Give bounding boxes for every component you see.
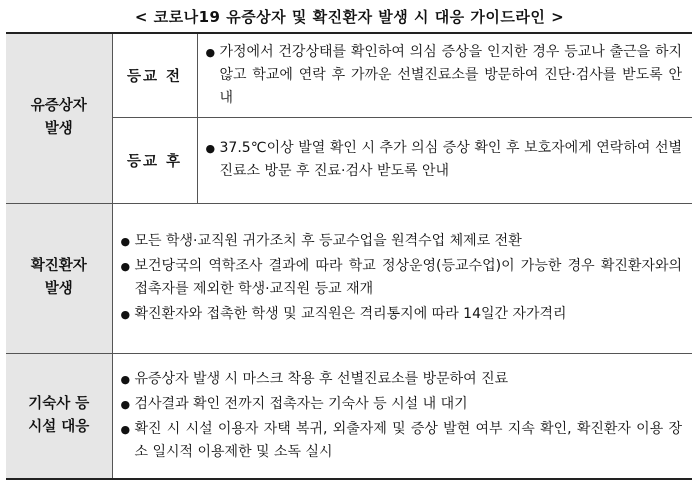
bullet-dot-icon: ● xyxy=(205,142,216,155)
bullet-dot-icon: ● xyxy=(120,260,131,273)
row-dormitory xyxy=(6,353,692,479)
bullet-dot-icon: ● xyxy=(120,397,131,411)
category-dormitory-label: 기숙사 등 시설 대응 xyxy=(28,395,90,435)
subcategory-before-school xyxy=(112,33,197,117)
category-symptomatic-label: 유증상자 발생 xyxy=(30,98,87,138)
category-confirmed xyxy=(6,203,112,353)
list-item: ● 37.5℃이상 발열 확인 시 추가 의심 증상 확인 후 보호자에게 연락하여 선별진료소 방문 후 진료·검사 받도록 안내 xyxy=(206,137,683,183)
list-item: ● 확진 시 시설 이용자 자택 복귀, 외출자제 및 증상 발현 여부 지속 확인, 확진환자 이용 장소 일시적 이용제한 및 소독 실시 xyxy=(121,418,683,464)
guideline-table xyxy=(6,32,692,480)
list-item: ● 가정에서 건강상태를 확인하여 의심 증상을 인지한 경우 등교나 출근을 하지 않고 학교에 연락 후 가까운 선별진료소를 방문하여 진단·검사를 받도록 안내 xyxy=(206,41,683,110)
bullet-dot-icon: ● xyxy=(120,372,131,386)
subcategory-after-school xyxy=(112,117,197,203)
list-item: ● 모든 학생·교직원 귀가조치 후 등교수업을 원격수업 체제로 전환 xyxy=(121,230,683,253)
bullet-dot-icon: ● xyxy=(205,45,216,59)
list-item: ● 유증상자 발생 시 마스크 착용 후 선별진료소를 방문하여 진료 xyxy=(121,368,683,391)
list-item: ● 보건당국의 역학조사 결과에 따라 학교 정상운영(등교수업)이 가능한 경우 확진환자와의 접촉자를 제외한 학생·교직원 등교 재개 xyxy=(121,255,683,301)
bullet-dot-icon: ● xyxy=(120,308,131,321)
category-confirmed-label: 확진환자 발생 xyxy=(30,258,87,297)
bullet-dot-icon: ● xyxy=(120,235,131,248)
content-confirmed xyxy=(112,203,692,353)
content-dormitory xyxy=(112,353,692,479)
category-symptomatic xyxy=(6,33,112,203)
list-item: ● 확진환자와 접촉한 학생 및 교직원은 격리통지에 따라 14일간 자가격리 xyxy=(121,303,683,326)
category-dormitory xyxy=(6,353,112,479)
page-title: < 코로나19 유증상자 및 확진환자 발생 시 대응 가이드라인 > xyxy=(134,8,565,26)
content-symptomatic-after xyxy=(197,117,692,203)
list-item: ● 검사결과 확인 전까지 접촉자는 기숙사 등 시설 내 대기 xyxy=(121,393,683,416)
content-symptomatic-before xyxy=(197,33,692,117)
row-symptomatic-before xyxy=(6,33,692,117)
subcategory-before-label: 등교 전 xyxy=(126,68,183,85)
bullet-dot-icon: ● xyxy=(120,422,131,436)
subcategory-after-label: 등교 후 xyxy=(126,153,183,170)
row-confirmed xyxy=(6,203,692,353)
